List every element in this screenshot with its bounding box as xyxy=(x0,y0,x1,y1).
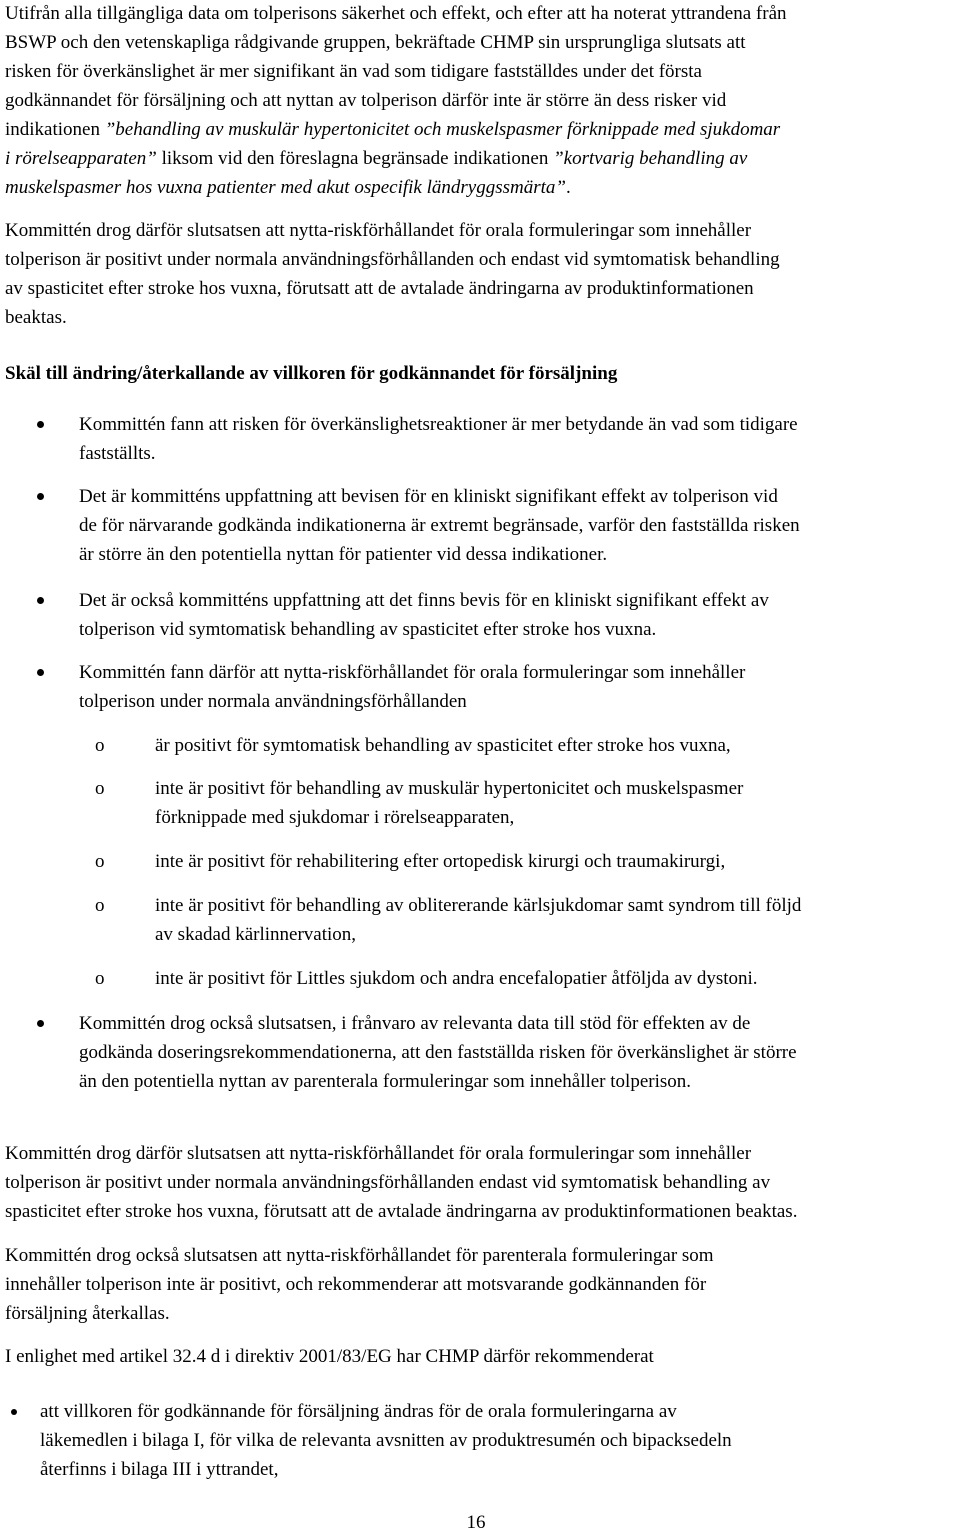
sub-list-item-text xyxy=(155,774,743,832)
text-line: Kommittén drog därför slutsatsen att nytta-riskförhållandet för orala formuleringar som innehåller xyxy=(5,1143,752,1164)
indication-quote: muskelspasmer hos vuxna patienter med akut ospecifik ländryggssmärta” xyxy=(5,177,566,198)
text-line: att villkoren för godkännande för försäljning ändras för de orala formuleringarna av xyxy=(40,1401,677,1422)
bullet-icon xyxy=(37,1020,44,1027)
text-line xyxy=(5,173,957,202)
text-line: försäljning återkallas. xyxy=(5,1303,170,1324)
text-line: inte är positivt för behandling av oblitererande kärlsjukdomar samt syndrom till följd xyxy=(155,895,802,916)
bullet-icon xyxy=(37,597,44,604)
bullet-icon xyxy=(37,669,44,676)
intro-paragraph xyxy=(5,0,957,202)
text-line: Utifrån alla tillgängliga data om tolperisons säkerhet och effekt, och efter att ha noterat yttrandena från xyxy=(5,3,787,24)
list-item-text xyxy=(40,1397,732,1484)
text-line: risken för överkänslighet är mer signifikant än vad som tidigare fastställdes under det första xyxy=(5,61,702,82)
text-line: Kommittén fann att risken för överkänslighetsreaktioner är mer betydande än vad som tidigare xyxy=(79,414,798,435)
sub-bullet-marker: o xyxy=(95,735,105,756)
text-line: inte är positivt för rehabilitering efter ortopedisk kirurgi och traumakirurgi, xyxy=(155,851,726,872)
text-line: Kommittén fann därför att nytta-riskförhållandet för orala formuleringar som innehåller xyxy=(79,662,746,683)
text-line: innehåller tolperison inte är positivt, och rekommenderar att motsvarande godkännanden för xyxy=(5,1274,707,1295)
text-line: återfinns i bilaga III i yttrandet, xyxy=(40,1459,279,1480)
text-line: godkännandet för försäljning och att nyttan av tolperison därför inte är större än dess risker vid xyxy=(5,90,727,111)
text-line: fastställts. xyxy=(79,443,156,464)
sub-bullet-marker: o xyxy=(95,851,105,872)
text-line: tolperison är positivt under normala användningsförhållanden och endast vid symtomatisk behandling xyxy=(5,249,780,270)
text-line: än den potentiella nyttan av parenterala formuleringar som innehåller tolperison. xyxy=(79,1071,691,1092)
text-fragment: liksom vid den föreslagna begränsade indikationen xyxy=(156,148,554,169)
bullet-icon xyxy=(37,493,44,500)
indication-quote: i rörelseapparaten” xyxy=(5,148,157,169)
section-heading: Skäl till ändring/återkallande av villkoren för godkännandet för försäljning xyxy=(5,363,618,384)
text-line: läkemedlen i bilaga I, för vilka de relevanta avsnitten av produktresumén och bipacksedeln xyxy=(40,1430,732,1451)
list-item-text xyxy=(79,586,769,644)
text-line: Kommittén drog också slutsatsen, i frånvaro av relevanta data till stöd för effekten av de xyxy=(79,1013,751,1034)
text-line: de för närvarande godkända indikationerna är extremt begränsade, varför den fastställda risken xyxy=(79,515,800,536)
conclusion-paragraph xyxy=(5,216,957,332)
text-line: av skadad kärlinnervation, xyxy=(155,924,357,945)
text-line: Kommittén drog också slutsatsen att nytta-riskförhållandet för parenterala formuleringar som xyxy=(5,1245,714,1266)
text-line: Det är också kommitténs uppfattning att det finns bevis för en kliniskt signifikant effekt av xyxy=(79,590,769,611)
text-line: spasticitet efter stroke hos vuxna, förutsatt att de avtalade ändringarna av produktinformationen beaktas. xyxy=(5,1201,798,1222)
text-line: godkända doseringsrekommendationerna, att den fastställda risken för överkänslighet är större xyxy=(79,1042,797,1063)
bullet-icon xyxy=(11,1409,17,1415)
sub-list-item-text xyxy=(155,891,801,949)
text-line: är större än den potentiella nyttan för patienter vid dessa indikationer. xyxy=(79,544,608,565)
text-line: beaktas. xyxy=(5,307,67,328)
conclusion-parenteral-paragraph xyxy=(5,1241,957,1328)
text-line: BSWP och den vetenskapliga rådgivande gruppen, bekräftade CHMP sin ursprungliga slutsats att xyxy=(5,32,746,53)
indication-quote: ”behandling av muskulär hypertonicitet och muskelspasmer förknippade med sjukdomar xyxy=(104,119,781,140)
text-line: tolperison vid symtomatisk behandling av spasticitet efter stroke hos vuxna. xyxy=(79,619,657,640)
sub-list-item-text xyxy=(155,847,725,876)
sub-bullet-marker: o xyxy=(95,895,105,916)
text-line: av spasticitet efter stroke hos vuxna, förutsatt att de avtalade ändringarna av produktinformationen xyxy=(5,278,754,299)
indication-quote: ”kortvarig behandling av xyxy=(553,148,748,169)
list-item-text xyxy=(79,482,800,569)
list-item-text xyxy=(79,1009,797,1096)
list-item-text xyxy=(79,658,745,716)
text-line xyxy=(5,115,957,144)
text-line: Det är kommitténs uppfattning att bevisen för en kliniskt signifikant effekt av tolperison vid xyxy=(79,486,778,507)
text-line: tolperison under normala användningsförhållanden xyxy=(79,691,467,712)
bullet-icon xyxy=(37,421,44,428)
text-line: förknippade med sjukdomar i rörelseapparaten, xyxy=(155,807,515,828)
page-number: 16 xyxy=(466,1512,486,1533)
sub-list-item-text xyxy=(155,731,731,760)
conclusion-oral-paragraph xyxy=(5,1139,957,1226)
sub-list-item-text xyxy=(155,964,758,993)
sub-bullet-marker: o xyxy=(95,778,105,799)
list-item-text xyxy=(79,410,798,468)
text-fragment: indikationen xyxy=(5,119,105,140)
sub-bullet-marker: o xyxy=(95,968,105,989)
text-line: inte är positivt för Littles sjukdom och andra encefalopatier åtföljda av dystoni. xyxy=(155,968,758,989)
text-line xyxy=(5,144,957,173)
text-line: är positivt för symtomatisk behandling av spasticitet efter stroke hos vuxna, xyxy=(155,735,731,756)
text-fragment: . xyxy=(565,177,571,198)
recommendation-paragraph: I enlighet med artikel 32.4 d i direktiv 2001/83/EG har CHMP därför rekommenderat xyxy=(5,1346,654,1367)
text-line: tolperison är positivt under normala användningsförhållanden endast vid symtomatisk behandling av xyxy=(5,1172,771,1193)
text-line: Kommittén drog därför slutsatsen att nytta-riskförhållandet för orala formuleringar som innehåller xyxy=(5,220,752,241)
text-line: inte är positivt för behandling av muskulär hypertonicitet och muskelspasmer xyxy=(155,778,744,799)
